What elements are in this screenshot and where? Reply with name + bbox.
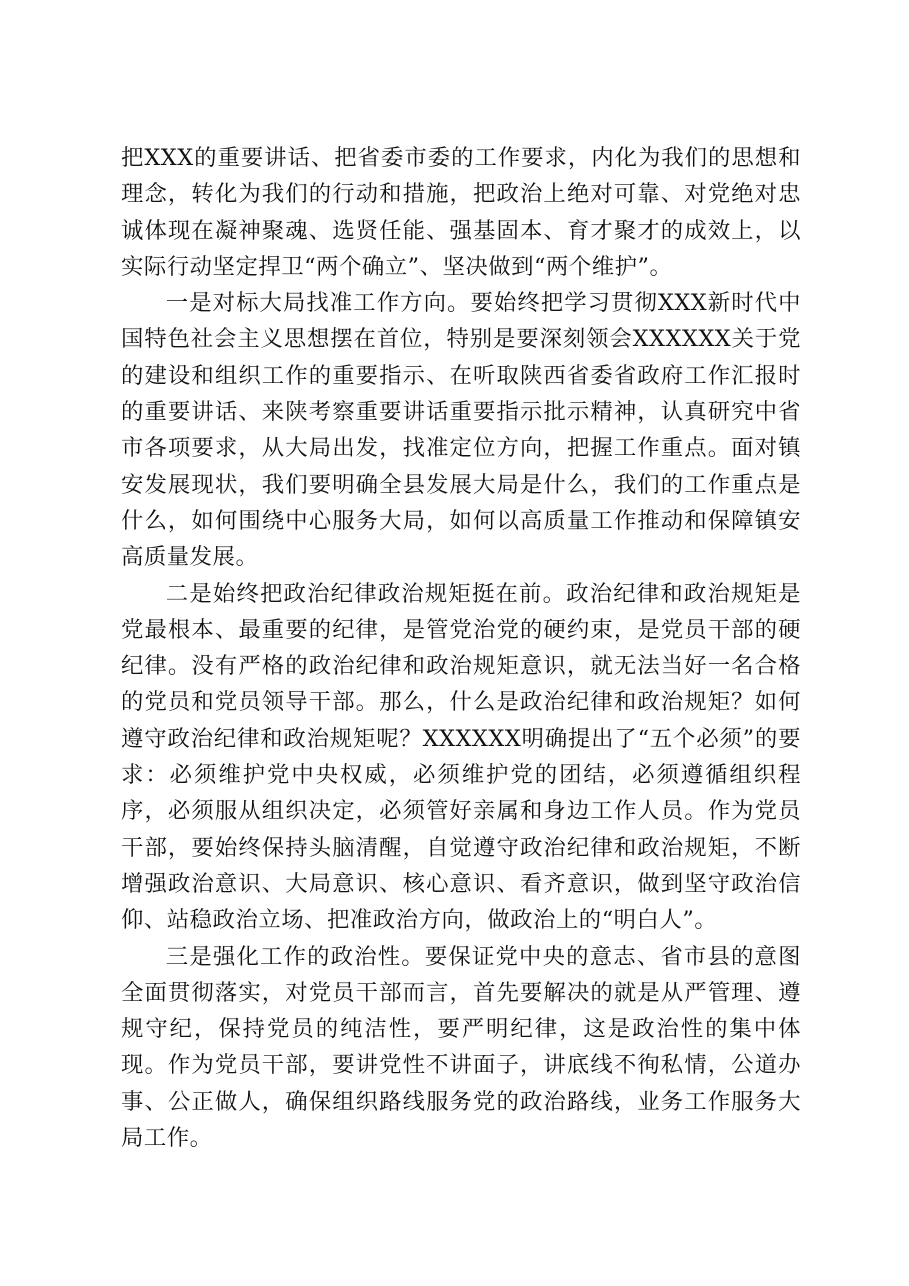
document-body — [121, 140, 801, 1156]
paragraph-point-two: 二是始终把政治纪律政治规矩挺在前。政治纪律和政治规矩是党最根本、最重要的纪律，是管党治党的硬约束，是党员干部的硬纪律。没有严格的政治纪律和政治规矩意识，就无法当好一名合格的党员和党员领导干部。那么，什么是政治纪律和政治规矩？如何遵守政治纪律和政治规矩呢？XXXXXX明确提出了“五个必须”的要求：必须维护党中央权威，必须维护党的团结，必须遵循组织程序，必须服从组织决定，必须管好亲属和身边工作人员。作为党员干部，要始终保持头脑清醒，自觉遵守政治纪律和政治规矩，不断增强政治意识、大局意识、核心意识、看齐意识，做到坚守政治信仰、站稳政治立场、把准政治方向，做政治上的“明白人”。 — [121, 580, 801, 934]
paragraph-intro: 把XXX的重要讲话、把省委市委的工作要求，内化为我们的思想和理念，转化为我们的行动和措施，把政治上绝对可靠、对党绝对忠诚体现在凝神聚魂、选贤任能、强基固本、育才聚才的成效上，以实际行动坚定捍卫“两个确立”、坚决做到“两个维护”。 — [121, 145, 801, 280]
paragraph-point-three: 三是强化工作的政治性。要保证党中央的意志、省市县的意图全面贯彻落实，对党员干部而言，首先要解决的就是从严管理、遵规守纪，保持党员的纯洁性，要严明纪律，这是政治性的集中体现。作为党员干部，要讲党性不讲面子，讲底线不徇私情，公道办事、公正做人，确保组织路线服务党的政治路线，业务工作服务大局工作。 — [121, 943, 801, 1152]
paragraph-point-one: 一是对标大局找准工作方向。要始终把学习贯彻XXX新时代中国特色社会主义思想摆在首位，特别是要深刻领会XXXXXX关于党的建设和组织工作的重要指示、在听取陕西省委省政府工作汇报时的重要讲话、来陕考察重要讲话重要指示批示精神，认真研究中省市各项要求，从大局出发，找准定位方向，把握工作重点。面对镇安发展现状，我们要明确全县发展大局是什么，我们的工作重点是什么，如何围绕中心服务大局，如何以高质量工作推动和保障镇安高质量发展。 — [121, 290, 801, 571]
